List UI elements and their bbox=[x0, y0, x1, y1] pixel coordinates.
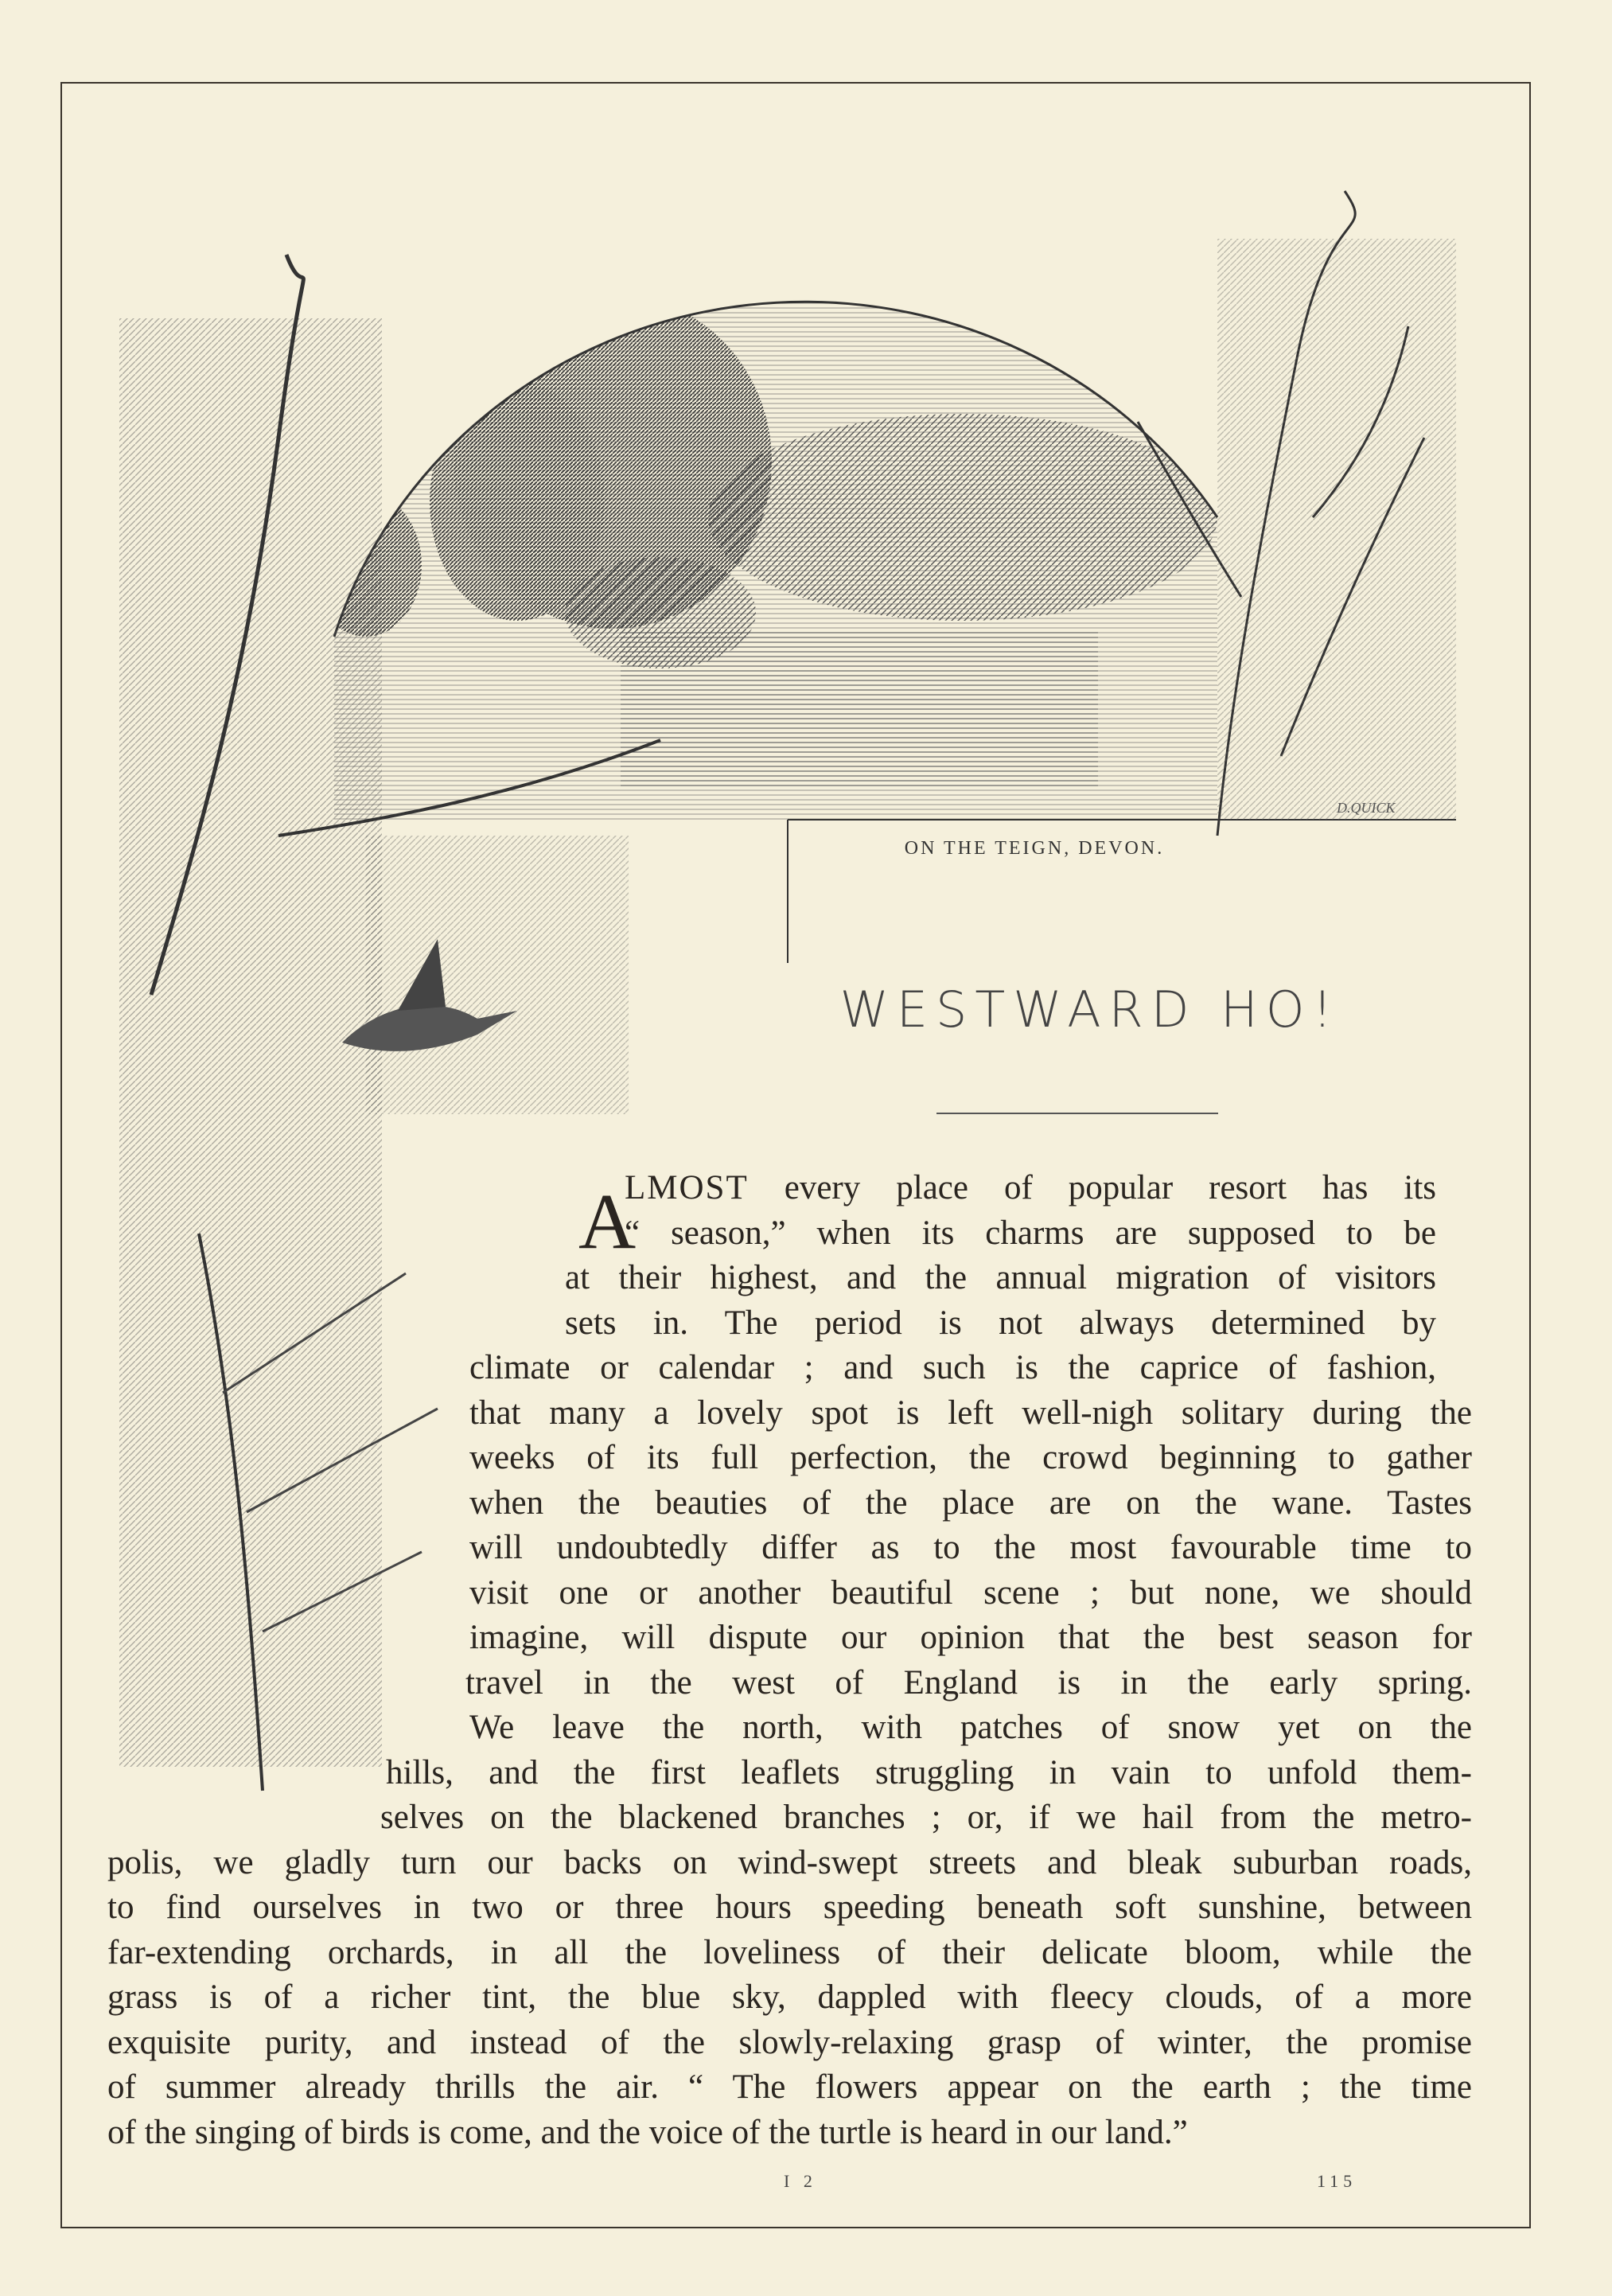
text-line: weeks of its full perfection, the crowd beginning to gather bbox=[469, 1439, 1472, 1476]
text-line: We leave the north, with patches of snow yet on the bbox=[469, 1709, 1472, 1746]
text-line: travel in the west of England is in the early spring. bbox=[465, 1663, 1472, 1702]
text-line: imagine, will dispute our opinion that the best season for bbox=[469, 1619, 1472, 1656]
text-line: selves on the blackened branches ; or, if we hail from the metro- bbox=[380, 1799, 1472, 1836]
drop-cap: A bbox=[578, 1177, 637, 1265]
chapter-title: WESTWARD HO! bbox=[839, 980, 1341, 1039]
text-line: climate or calendar ; and such is the caprice of fashion, bbox=[469, 1349, 1436, 1386]
text-line: to find ourselves in two or three hours speeding beneath soft sunshine, between bbox=[107, 1889, 1472, 1926]
text-line: hills, and the first leaflets struggling in vain to unfold them- bbox=[386, 1753, 1472, 1791]
text-line: when the beauties of the place are on the wane. Tastes bbox=[469, 1483, 1472, 1522]
text-line: “ season,” when its charms are supposed to be bbox=[625, 1214, 1436, 1252]
text-line: exquisite purity, and instead of the slowly-relaxing grasp of winter, the promise bbox=[107, 2023, 1472, 2061]
text-line: grass is of a richer tint, the blue sky, dappled with fleecy clouds, of a more bbox=[107, 1978, 1472, 2016]
text-line: sets in. The period is not always determined by bbox=[565, 1304, 1436, 1342]
text-line: will undoubtedly differ as to the most favourable time to bbox=[469, 1529, 1472, 1566]
landscape-vignette bbox=[302, 119, 1297, 836]
body-text bbox=[0, 1166, 1612, 2169]
lead-word: LMOST bbox=[625, 1169, 749, 1206]
title-divider bbox=[936, 1113, 1218, 1114]
text-line: far-extending orchards, in all the loveliness of their delicate bloom, while the bbox=[107, 1933, 1472, 1971]
signature-mark: I 2 bbox=[784, 2171, 817, 2191]
text-line: visit one or another beautiful scene ; but none, we should bbox=[469, 1573, 1472, 1612]
engraver-signature: D.QUICK bbox=[1337, 800, 1396, 816]
text-line: of the singing of birds is come, and the voice of the turtle is heard in our land.” bbox=[107, 2113, 1188, 2151]
text-line: that many a lovely spot is left well-nigh solitary during the bbox=[469, 1394, 1472, 1432]
text-line: LMOST every place of popular resort has its bbox=[625, 1169, 1437, 1206]
page-number: 115 bbox=[1317, 2171, 1357, 2191]
text-line: polis, we gladly turn our backs on wind-swept streets and bleak suburban roads, bbox=[107, 1843, 1472, 1881]
text-line: of summer already thrills the air. “ The flowers appear on the earth ; the time bbox=[107, 2068, 1472, 2106]
text-line: at their highest, and the annual migration of visitors bbox=[565, 1259, 1436, 1296]
illustration-caption: ON THE TEIGN, DEVON. bbox=[904, 838, 1165, 859]
